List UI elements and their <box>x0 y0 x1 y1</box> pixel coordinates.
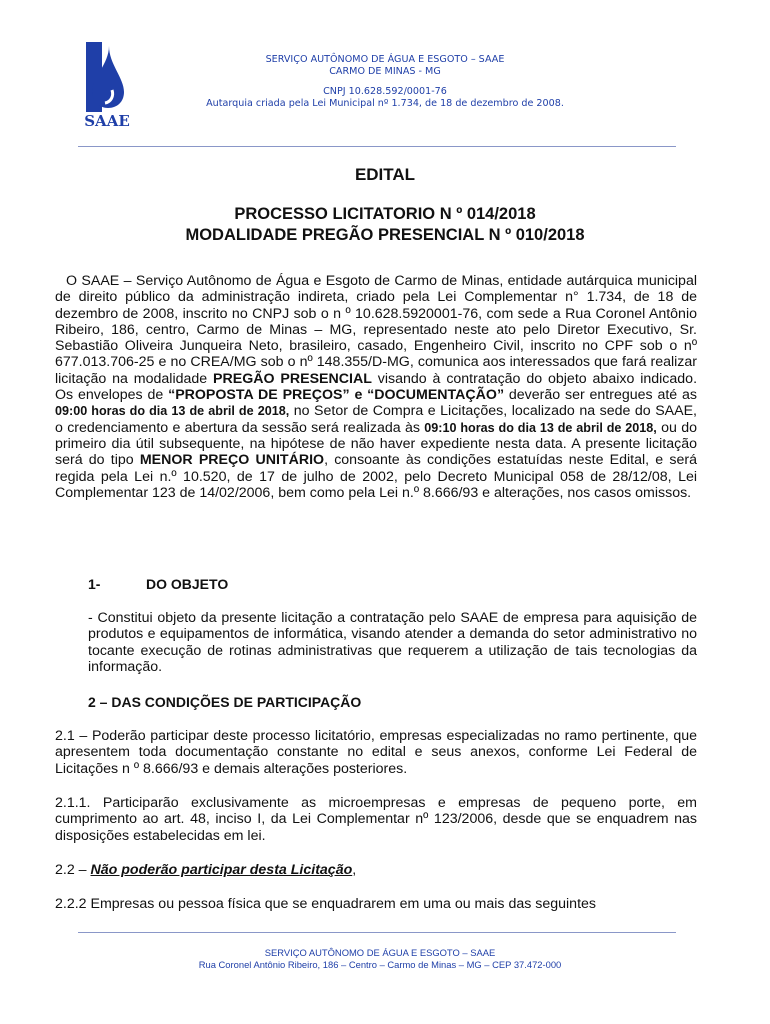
header-org-name: SERVIÇO AUTÔNOMO DE ÁGUA E ESGOTO – SAAE <box>265 54 505 65</box>
section-2-title: 2 – DAS CONDIÇÕES DE PARTICIPAÇÃO <box>88 694 362 710</box>
header-city: CARMO DE MINAS - MG <box>329 66 441 77</box>
header-divider <box>78 146 676 147</box>
section-1-text: - Constitui objeto da presente licitação a contratação pelo SAAE de empresa para aquisição de produtos e equipamentos de informática, visando atender a demanda do setor administrativo no tocante execução de rotinas administrativas que requerem a utilização de tais tecnologias da informação. <box>88 610 697 675</box>
footer-org-name: SERVIÇO AUTÔNOMO DE ÁGUA E ESGOTO – SAAE <box>264 947 496 958</box>
header-law: Autarquia criada pela Lei Municipal nº 1.734, de 18 de dezembro de 2008. <box>206 98 564 109</box>
header-cnpj: CNPJ 10.628.592/0001-76 <box>323 86 447 97</box>
saae-logo <box>84 42 130 128</box>
footer-address: Rua Coronel Antônio Ribeiro, 186 – Centro – Carmo de Minas – MG – CEP 37.472-000 <box>198 959 562 970</box>
section-1-number: 1- <box>88 576 101 592</box>
modality-number: MODALIDADE PREGÃO PRESENCIAL N º 010/2018 <box>185 226 585 244</box>
footer-divider <box>78 932 676 933</box>
section-2-1-text: 2.1 – Poderão participar deste processo licitatório, empresas especializadas no ramo pertinente, que apresentem toda documentação constante no edital e seus anexos, conforme Lei Federal de Licitações n º 8.666/93 e demais alterações posteriores. <box>55 728 697 777</box>
section-2-2-2-text: 2.2.2 Empresas ou pessoa física que se enquadrarem em uma ou mais das seguintes <box>55 896 597 912</box>
section-1-title: DO OBJETO <box>146 576 229 592</box>
intro-paragraph: O SAAE – Serviço Autônomo de Água e Esgoto de Carmo de Minas, entidade autárquica municipal de direito público da administração indireta, criado pela Lei Complementar n° 1.734, de 18 de dezembro de 2008, inscrito no CNPJ sob o n º 10.628.5920001-76, com sede a Rua Coronel Antônio Ribeiro, 186, centro, Carmo de Minas – MG, representado neste ato pelo Diretor Executivo, Sr. Sebastião Oliveira Junqueira Neto, brasileiro, casado, Engenheiro Civil, inscrito no CPF sob o nº 677.013.706-25 e no CREA/MG sob o nº 148.355/D-MG, comunica aos interessados que fará realizar licitação na modalidade PREGÃO PRESENCIAL visando à contratação do objeto abaixo indicado. Os envelopes de “PROPOSTA DE PREÇOS” e “DOCUMENTAÇÃO” deverão ser entregues até as 09:00 horas do dia 13 de abril de 2018, no Setor de Compra e Licitações, localizado na sede do SAAE, o credenciamento e abertura da sessão será realizada às 09:10 horas do dia 13 de abril de 2018, ou do primeiro dia útil subsequente, na hipótese de não haver expediente nesta data. A presente licitação será do tipo MENOR PREÇO UNITÁRIO, consoante às condições estatuídas neste Edital, e será regida pela Lei n.º 10.520, de 17 de julho de 2002, pelo Decreto Municipal 058 de 28/12/08, Lei Complementar 123 de 14/02/2006, bem como pela Lei n.º 8.666/93 e alterações, nos casos omissos. <box>55 273 698 501</box>
section-2-2-text: 2.2 – Não poderão participar desta Licitação, <box>55 862 357 878</box>
section-2-1-1-text: 2.1.1. Participarão exclusivamente as microempresas e empresas de pequeno porte, em cumprimento ao art. 48, inciso I, da Lei Complementar nº 123/2006, desde que se enquadrem nas disposições estabelecidas em lei. <box>55 795 697 844</box>
logo-text: SAAE <box>84 112 130 128</box>
document-title: EDITAL <box>354 165 416 184</box>
process-number: PROCESSO LICITATORIO N º 014/2018 <box>234 205 536 223</box>
